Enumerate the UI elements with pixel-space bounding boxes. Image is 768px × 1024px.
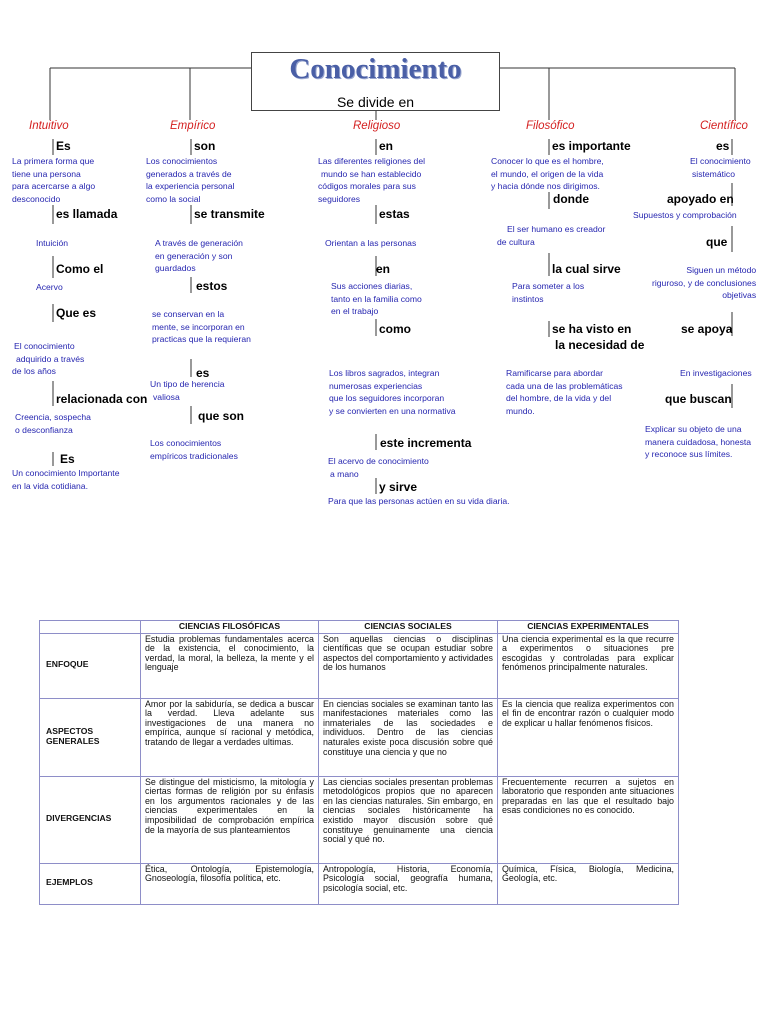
table-row [40, 776, 679, 863]
concept-text: Los conocimientos generados a través de la experiencia personal como la social [146, 156, 235, 204]
connector: en [376, 262, 391, 276]
table-header: CIENCIAS SOCIALES [319, 621, 498, 634]
sciences-comparison-table [39, 620, 679, 905]
row-label: DIVERGENCIAS [40, 776, 141, 863]
table-header-row [40, 621, 679, 634]
concept-text: El conocimiento sistemático [690, 156, 751, 179]
connector: que buscan [665, 392, 732, 406]
concept-text: Conocer lo que es el hombre, el mundo, el origen de la vida y hacia dónde nos dirigimos. [491, 156, 604, 192]
connector: y sirve [379, 480, 418, 494]
concept-text: Los conocimientos empíricos tradicionales [150, 438, 238, 461]
connector: es llamada [56, 207, 118, 221]
table-header: CIENCIAS FILOSÓFICAS [141, 621, 319, 634]
connector: en [379, 139, 394, 153]
connector: es importante [552, 139, 631, 153]
concept-text: Los libros sagrados, integran numerosas experiencias que los seguidores incorporan y se convierten en una normativa [329, 368, 456, 416]
connector: son [194, 139, 216, 153]
map-subtitle: Se divide en [336, 94, 415, 110]
connector: este incrementa [380, 436, 472, 450]
concept-text: El acervo de conocimiento a mano [328, 456, 429, 479]
concept-text: A través de generación en generación y son guardados [155, 238, 243, 274]
row-label: EJEMPLOS [40, 863, 141, 904]
table-header: CIENCIAS EXPERIMENTALES [498, 621, 679, 634]
table-row [40, 633, 679, 698]
concept-text: El ser humano es creador de cultura [497, 224, 606, 247]
connector: como [379, 322, 412, 336]
table-row [40, 863, 679, 904]
connector: se apoya [681, 322, 733, 336]
table-row [40, 698, 679, 776]
table-cell: Se distingue del misticismo, la mitología y ciertas formas de religión por su énfasis en los argumentos racionales y de las ciencias experimentales en la imposibilidad de comprobación empírica de la mayoría de sus planteamientos [141, 776, 319, 863]
table-cell: Estudia problemas fundamentales acerca de la existencia, el conocimiento, la verdad, la moral, la belleza, la mente y el lenguaje [141, 633, 319, 698]
concept-text: En investigaciones [680, 368, 752, 378]
connector: se ha visto en [552, 322, 632, 336]
connector: se transmite [194, 207, 265, 221]
category-empirico: Empírico [170, 120, 216, 132]
connector: Es [60, 452, 75, 466]
row-label: ASPECTOS GENERALES [40, 698, 141, 776]
connector: es [716, 139, 730, 153]
table-cell: En ciencias sociales se examinan tanto las manifestaciones materiales como las inmateriales de las sociedades e individuos. Dentro de las ciencias naturales existe poca discusión sobre qué constituye una ciencia y que no [319, 698, 498, 776]
concept-text: Acervo [36, 282, 63, 292]
connector: apoyado en [667, 192, 734, 206]
category-intuitivo: Intuitivo [29, 120, 69, 132]
category-filosofico: Filosófico [526, 120, 575, 132]
connector: es [196, 366, 210, 380]
table-cell: Las ciencias sociales presentan problemas metodológicos propios que no aparecen en las ciencias naturales. Sin embargo, en ciencias sociales históricamente ha existido mayor discusión sobre qué constituye genuinamente una ciencia social y qué no. [319, 776, 498, 863]
connector: que son [198, 409, 245, 423]
connector: relacionada con [56, 392, 148, 406]
concept-text: Sus acciones diarias, tanto en la familia como en el trabajo [331, 281, 422, 317]
connector: que [706, 235, 728, 249]
connector: estas [379, 207, 410, 221]
concept-text: Siguen un método riguroso, y de conclusiones objetivas [652, 265, 757, 301]
concept-text: Intuición [36, 238, 69, 248]
table-cell: Frecuentemente recurren a sujetos en laboratorio que responden ante situaciones preparadas en las que el resultado bajo esas condiciones no es conocido. [498, 776, 679, 863]
table-cell: Química, Física, Biología, Medicina, Geología, etc. [498, 863, 679, 904]
concept-text: Creencia, sospecha o desconfianza [15, 412, 91, 435]
table-cell: Ética, Ontología, Epistemología, Gnoseología, filosofía política, etc. [141, 863, 319, 904]
table-cell: Es la ciencia que realiza experimentos con el fin de encontrar razón o cualquier modo de explicar u hallar fenómenos físicos. [498, 698, 679, 776]
concept-text: Supuestos y comprobación [633, 210, 737, 220]
concept-text: se conservan en la mente, se incorporan en practicas que la requieran [152, 309, 251, 345]
row-label: ENFOQUE [40, 633, 141, 698]
connector: donde [553, 192, 589, 206]
connector: la cual sirve [552, 262, 621, 276]
concept-text: La primera forma que tiene una persona para acercarse a algo desconocido [12, 156, 96, 204]
concept-text: Para someter a los instintos [512, 281, 585, 304]
table-cell: Son aquellas ciencias o disciplinas científicas que se ocupan estudiar sobre aspectos del comportamiento y actividades de los humanos [319, 633, 498, 698]
concept-text: Orientan a las personas [325, 238, 417, 248]
connector: estos [196, 279, 228, 293]
connector: Que es [56, 306, 97, 320]
connector: la necesidad de [555, 338, 645, 352]
table-cell: Una ciencia experimental es la que recurre a experimentos o situaciones pre escogidas y controladas para explicar fenómenos principalmente naturales. [498, 633, 679, 698]
concept-text: Un tipo de herencia valiosa [150, 379, 225, 402]
concept-text: Un conocimiento Importante en la vida cotidiana. [12, 468, 120, 491]
concept-text: El conocimiento adquirido a través de los años [12, 341, 85, 377]
map-title-box [251, 52, 500, 111]
table-header [40, 621, 141, 634]
table-cell: Amor por la sabiduría, se dedica a buscar la verdad. Lleva adelante sus investigaciones de una manera no empírica, aunque sí racional y metódica, tratando de llegar a verdades ultimas. [141, 698, 319, 776]
table-cell: Antropología, Historia, Economía, Psicología social, geografía humana, psicología social, etc. [319, 863, 498, 904]
connector: Es [56, 139, 71, 153]
map-title: Conocimiento [289, 53, 462, 85]
concept-text: Para que las personas actúen en su vida diaria. [328, 496, 510, 506]
concept-text: Ramificarse para abordar cada una de las problemáticas del hombre, de la vida y del mundo. [506, 368, 623, 416]
concept-text: Explicar su objeto de una manera cuidadosa, honesta y reconoce sus límites. [645, 424, 752, 460]
concept-text: Las diferentes religiones del mundo se han establecido códigos morales para sus seguidores [318, 156, 426, 204]
connector: Como el [56, 262, 104, 276]
category-cientifico: Científico [700, 120, 748, 132]
category-religioso: Religioso [353, 120, 401, 132]
